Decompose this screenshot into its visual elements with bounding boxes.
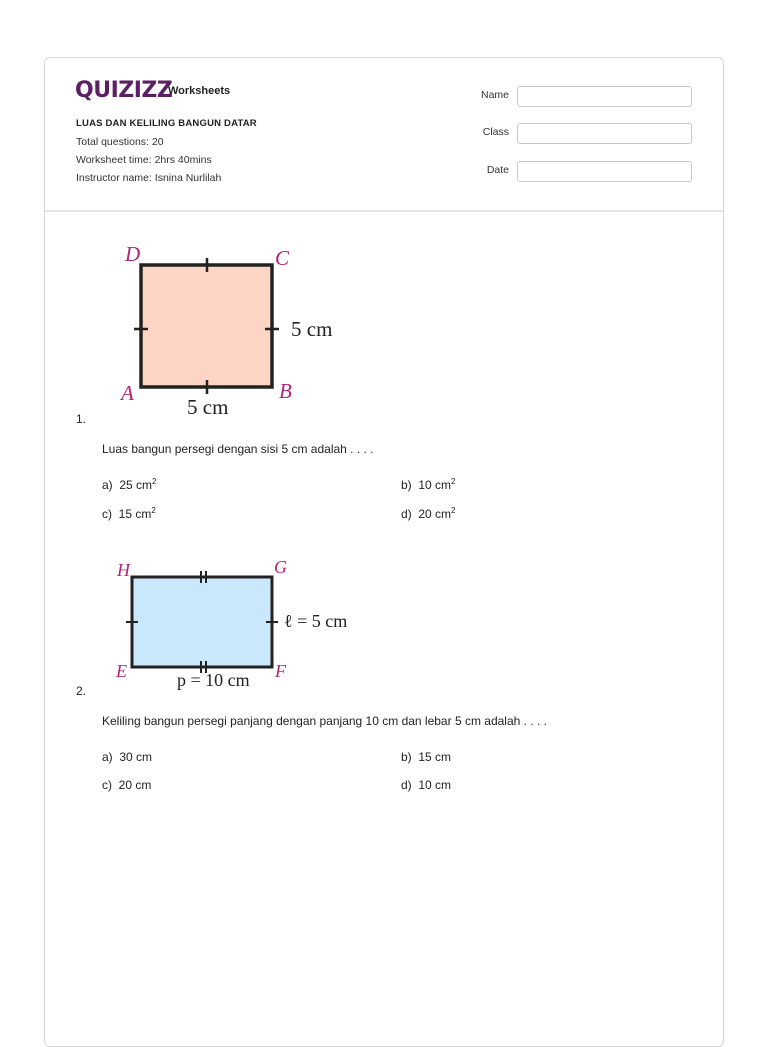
vertex-label-f: F [275,661,286,681]
worksheet-title: LUAS DAN KELILING BANGUN DATAR [76,118,257,129]
option-c[interactable] [102,778,151,792]
square-figure [115,240,355,420]
question-number: 1. [76,412,87,426]
rectangle-shape [132,577,272,667]
option-exponent: 2 [151,506,156,515]
option-letter: b) [401,478,412,492]
vertex-label-e: E [116,661,127,681]
option-value: 20 cm [118,778,152,792]
option-b[interactable] [401,750,451,764]
option-value: 10 cm [418,478,452,492]
vertex-label-c: C [275,246,290,270]
option-value: 10 cm [418,778,452,792]
option-value: 30 cm [119,750,153,764]
option-exponent: 2 [152,477,157,486]
option-value: 20 cm [418,507,452,521]
option-value: 15 cm [418,750,452,764]
option-letter: d) [401,778,412,792]
class-label: Class [482,126,509,138]
vertex-label-b: B [279,379,292,403]
name-label: Name [480,89,509,101]
total-questions: Total questions: 20 [76,136,164,148]
name-field[interactable] [517,86,692,107]
option-letter: a) [102,478,113,492]
option-letter: b) [401,750,412,764]
option-b[interactable] [401,477,455,492]
option-exponent: 2 [451,506,456,515]
vertex-label-d: D [125,242,141,266]
vertex-label-g: G [274,557,287,577]
option-letter: c) [102,778,112,792]
option-value: 15 cm [118,507,152,521]
option-value: 25 cm [119,478,153,492]
option-letter: c) [102,507,112,521]
bottom-length-label: 5 cm [187,395,229,419]
rectangle-figure [111,556,361,696]
logo-subtitle: Worksheets [168,85,231,97]
worksheet-page [44,57,724,1047]
width-label: ℓ = 5 cm [284,611,348,631]
vertex-label-a: A [121,381,134,405]
worksheet-header [45,58,723,212]
worksheet-time: Worksheet time: 2hrs 40mins [76,154,212,166]
option-a[interactable] [102,750,152,764]
square-shape [141,265,272,387]
length-label: p = 10 cm [177,670,250,690]
question-text: Luas bangun persegi dengan sisi 5 cm adalah . . . . [102,442,374,456]
class-field[interactable] [517,123,692,144]
option-letter: d) [401,507,412,521]
date-label: Date [486,164,509,176]
date-field[interactable] [517,161,692,182]
option-a[interactable] [102,477,156,492]
option-c[interactable] [102,506,156,521]
option-exponent: 2 [451,477,456,486]
question-text: Keliling bangun persegi panjang dengan panjang 10 cm dan lebar 5 cm adalah . . . . [102,714,547,728]
question-number: 2. [76,684,87,698]
instructor-name: Instructor name: Isnina Nurlilah [76,172,222,184]
quizizz-logo: QUIZIZZ [75,78,173,103]
option-d[interactable] [401,778,451,792]
option-letter: a) [102,750,113,764]
vertex-label-h: H [117,560,130,580]
side-length-label: 5 cm [291,317,333,341]
option-d[interactable] [401,506,455,521]
